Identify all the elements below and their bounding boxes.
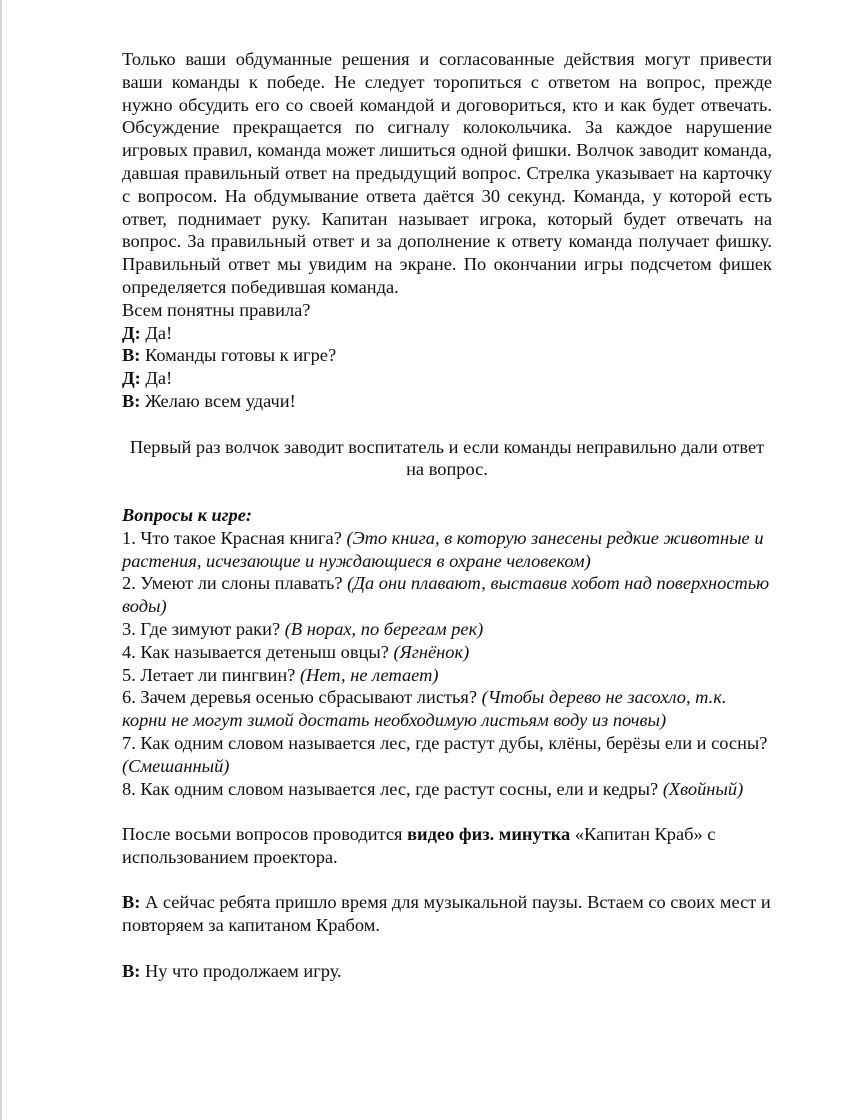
question-text: 4. Как называется детеныш овцы? xyxy=(122,641,394,662)
centered-note: Первый раз волчок заводит воспитатель и если команды неправильно дали ответ на вопрос. xyxy=(129,436,765,480)
page-edge xyxy=(0,0,2,1120)
question-item xyxy=(122,527,772,573)
spacer xyxy=(122,413,772,436)
spacer xyxy=(122,481,772,504)
answer-text: (Это книга, в которую занесены редкие животные и растения, исчезающие и нуждающиеся в охране человеком) xyxy=(122,527,764,571)
after-post: «Капитан Краб» с использованием проектора. xyxy=(122,824,716,867)
questions-heading: Вопросы к игре: xyxy=(122,504,253,525)
spacer xyxy=(122,869,772,892)
spacer xyxy=(122,800,772,823)
question-item xyxy=(122,686,772,732)
spacer xyxy=(122,937,772,960)
pause-text: А сейчас ребята пришло время для музыкальной паузы. Встаем со своих мест и повторяем за капитаном Крабом. xyxy=(122,892,771,936)
dialog-text: Да! xyxy=(140,368,173,389)
dialog-line xyxy=(122,367,772,390)
answer-text: (Ягнёнок) xyxy=(393,641,470,662)
speaker-label: Д: xyxy=(122,322,141,343)
document-page xyxy=(122,48,772,983)
speaker-label: Д: xyxy=(122,368,141,389)
question-item xyxy=(122,732,772,778)
question-text: 1. Что такое Красная книга? xyxy=(122,527,347,548)
continue-text: Ну что продолжаем игру. xyxy=(140,960,342,981)
answer-text: (Чтобы дерево не засохло, т.к. корни не могут зимой достать необходимую листьям воду из почвы) xyxy=(122,687,727,731)
dialog-text: Да! xyxy=(140,322,173,343)
answer-text: (Хвойный) xyxy=(662,778,744,799)
answer-text: (Нет, не летает) xyxy=(299,664,439,685)
intro-paragraph: Только ваши обдуманные решения и согласованные действия могут привести ваши команды к победе. Не следует торопиться с ответом на вопрос, прежде нужно обсудить его со своей командой и договориться, кто и как будет отвечать. Обсуждение прекращается по сигналу колокольчика. За каждое нарушение игровых правил, команда может лишиться одной фишки. Волчок заводит команда, давшая правильный ответ на предыдущий вопрос. Стрелка указывает на карточку с вопросом. На обдумывание ответа даётся 30 секунд. Команда, у которой есть ответ, поднимает руку. Капитан называет игрока, который будет отвечать на вопрос. За правильный ответ и за дополнение к ответу команда получает фишку. Правильный ответ мы увидим на экране. По окончании игры подсчетом фишек определяется победившая команда. xyxy=(122,49,772,297)
question-text: 5. Летает ли пингвин? xyxy=(122,664,300,685)
question-item xyxy=(122,641,772,664)
speaker-label: В: xyxy=(122,892,141,913)
answer-text: (Да они плавают, выставив хобот над поверхностью воды) xyxy=(122,573,770,617)
after-bold: видео физ. минутка xyxy=(407,824,571,845)
dialog-line xyxy=(122,322,772,345)
speaker-label: В: xyxy=(122,960,141,981)
question-text: 7. Как одним словом называется лес, где растут дубы, клёны, берёзы ели и сосны? xyxy=(122,732,768,753)
question-item xyxy=(122,664,772,687)
after-questions-paragraph xyxy=(122,823,772,869)
question-item xyxy=(122,618,772,641)
question-text: 6. Зачем деревья осенью сбрасывают листья? xyxy=(122,687,482,708)
dialog-line xyxy=(122,344,772,367)
question-text: 8. Как одним словом называется лес, где растут сосны, ели и кедры? xyxy=(122,778,663,799)
pause-paragraph xyxy=(122,891,772,937)
question-item xyxy=(122,778,772,801)
question-item xyxy=(122,572,772,618)
dialog-line xyxy=(122,390,772,413)
question-text: 3. Где зимуют раки? xyxy=(122,618,285,639)
rules-question: Всем понятны правила? xyxy=(122,299,311,320)
answer-text: (Смешанный) xyxy=(122,755,230,776)
answer-text: (В норах, по берегам рек) xyxy=(284,618,484,639)
continue-paragraph xyxy=(122,960,772,983)
dialog-text: Команды готовы к игре? xyxy=(140,345,337,366)
speaker-label: В: xyxy=(122,390,141,411)
question-text: 2. Умеют ли слоны плавать? xyxy=(122,573,348,594)
after-pre: После восьми вопросов проводится xyxy=(122,824,408,845)
dialog-text: Желаю всем удачи! xyxy=(140,390,296,411)
speaker-label: В: xyxy=(122,345,141,366)
